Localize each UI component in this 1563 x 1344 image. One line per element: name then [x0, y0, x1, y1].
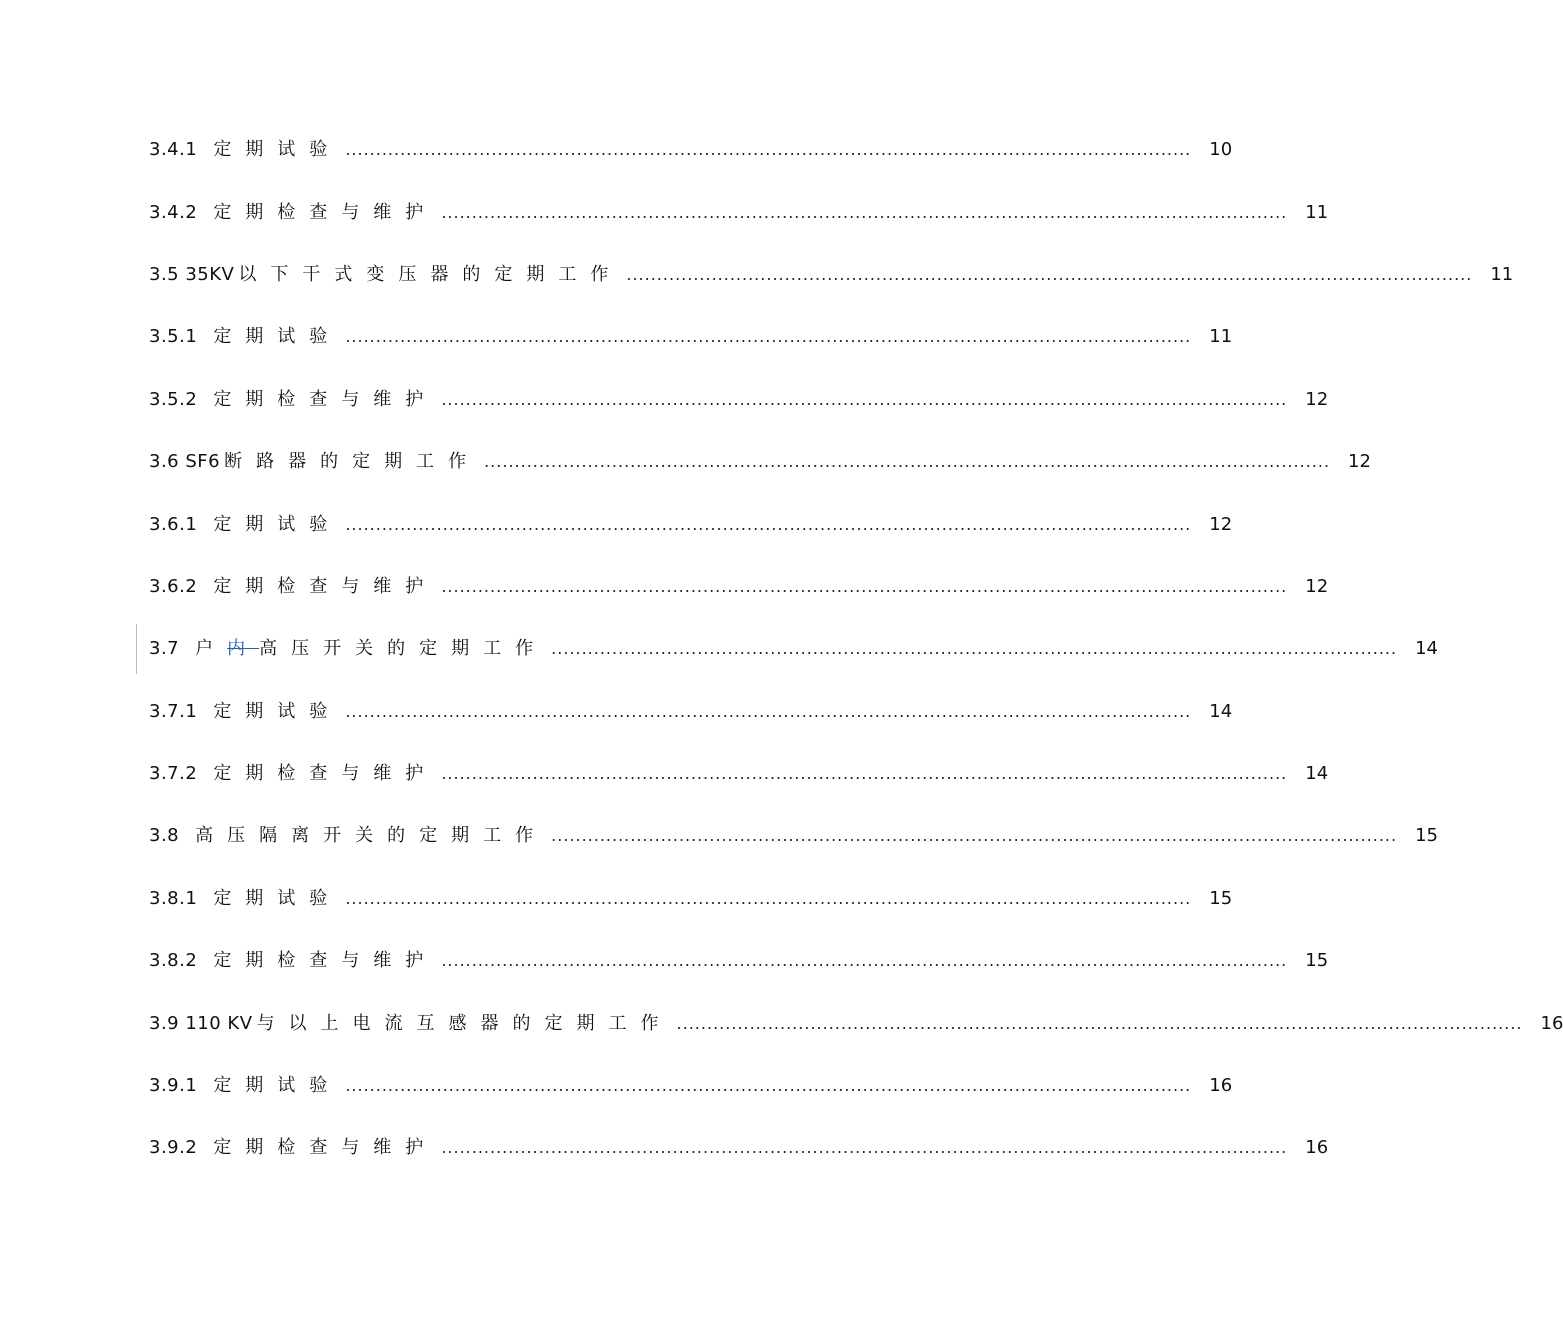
toc-entry-page: 12 — [1209, 513, 1233, 535]
toc-entry-3-4-2[interactable] — [149, 181, 1329, 243]
toc-entry-number: 3.8 — [149, 825, 180, 847]
toc-dot-leader: ........................................................................................................................................... — [345, 140, 1192, 160]
toc-entry-number: 3.9.2 — [149, 1137, 198, 1159]
toc-entry-title: 定期检查与维护 — [213, 950, 438, 972]
toc-entry-number: 3.8.1 — [149, 887, 198, 909]
toc-entry-title: 高压隔离开关的定期工作 — [195, 825, 548, 847]
toc-entry-page: 14 — [1305, 763, 1329, 785]
toc-entry-page: 14 — [1209, 700, 1233, 722]
toc-entry-number: 3.8.2 — [149, 950, 198, 972]
toc-entry-page: 12 — [1305, 575, 1329, 597]
toc-entry-number: 3.4.2 — [149, 201, 198, 223]
toc-entry-title: 定期试验 — [213, 1075, 342, 1097]
toc-entry-number: 3.9.1 — [149, 1075, 198, 1097]
toc-entry-title: 定期试验 — [213, 139, 342, 161]
toc-entry-page: 11 — [1209, 326, 1233, 348]
toc-entry-3-6-2[interactable] — [149, 556, 1329, 618]
toc-dot-leader: ........................................................................................................................................... — [484, 452, 1331, 472]
toc-entry-number: 3.5.2 — [149, 388, 198, 410]
toc-entry-page: 11 — [1305, 201, 1329, 223]
toc-dot-leader: ........................................................................................................................................... — [345, 888, 1192, 908]
toc-entry-number: 3.7.2 — [149, 763, 198, 785]
toc-dot-leader: ........................................................................................................................................... — [676, 1013, 1523, 1033]
toc-dot-leader: ........................................................................................................................................... — [441, 576, 1288, 596]
toc-dot-leader: ........................................................................................................................................... — [551, 639, 1398, 659]
toc-dot-leader: ........................................................................................................................................... — [345, 701, 1192, 721]
toc-entry-number: 3.9 110 KV — [149, 1012, 253, 1034]
toc-entry-number: 3.6.1 — [149, 513, 198, 535]
toc-entry-number: 3.5.1 — [149, 326, 198, 348]
toc-entry-page: 16 — [1305, 1137, 1329, 1159]
toc-entry-number: 3.6 SF6 — [149, 451, 221, 473]
toc-entry-page: 15 — [1209, 887, 1233, 909]
toc-entry-page: 12 — [1305, 388, 1329, 410]
toc-entry-page: 14 — [1415, 638, 1438, 660]
toc-entry-3-9-2[interactable] — [149, 1117, 1329, 1179]
toc-dot-leader: ........................................................................................................................................... — [441, 202, 1288, 222]
toc-entry-3-9-1[interactable] — [149, 1055, 1233, 1117]
toc-entry-3-6[interactable] — [149, 431, 1371, 493]
toc-dot-leader: ........................................................................................................................................... — [345, 1076, 1192, 1096]
toc-entry-title: 断路器的定期工作 — [224, 451, 481, 473]
toc-entry-title-part: 高压开关的定期工作 — [259, 638, 548, 660]
toc-dot-leader: ........................................................................................................................................... — [441, 389, 1288, 409]
toc-entry-title-part: 户 — [195, 638, 228, 660]
toc-entry-title: 定期检查与维护 — [213, 1137, 438, 1159]
toc-entry-number: 3.6.2 — [149, 575, 198, 597]
toc-dot-leader: ........................................................................................................................................... — [441, 764, 1288, 784]
toc-entry-3-6-1[interactable] — [149, 493, 1233, 555]
toc-dot-leader: ........................................................................................................................................... — [345, 514, 1192, 534]
toc-entry-page: 15 — [1305, 950, 1329, 972]
toc-entry-page: 10 — [1209, 139, 1233, 161]
toc-entry-title — [195, 640, 547, 658]
toc-entry-page: 16 — [1209, 1075, 1233, 1097]
table-of-contents — [149, 119, 1563, 1180]
toc-dot-leader: ........................................................................................................................................... — [441, 951, 1288, 971]
toc-entry-3-7-1[interactable] — [149, 681, 1233, 743]
toc-entry-3-7[interactable] — [149, 618, 1438, 680]
toc-entry-3-8-2[interactable] — [149, 930, 1329, 992]
toc-entry-title: 定期试验 — [213, 700, 342, 722]
toc-entry-3-5[interactable] — [149, 244, 1514, 306]
toc-entry-number: 3.7 — [149, 638, 180, 660]
change-bar — [136, 624, 137, 674]
toc-dot-leader: ........................................................................................................................................... — [441, 1138, 1288, 1158]
toc-entry-3-8[interactable] — [149, 805, 1438, 867]
toc-entry-number: 3.7.1 — [149, 700, 198, 722]
toc-entry-title: 定期检查与维护 — [213, 388, 438, 410]
toc-entry-title: 定期试验 — [213, 326, 342, 348]
toc-entry-number: 3.5 35KV — [149, 263, 235, 285]
toc-entry-title: 定期检查与维护 — [213, 201, 438, 223]
toc-entry-page: 11 — [1490, 263, 1514, 285]
toc-entry-title: 定期试验 — [213, 887, 342, 909]
tracked-deletion[interactable]: 内 — [227, 638, 260, 660]
toc-entry-3-4-1[interactable] — [149, 119, 1233, 181]
toc-entry-3-7-2[interactable] — [149, 743, 1329, 805]
toc-entry-3-9[interactable] — [149, 992, 1563, 1054]
toc-dot-leader: ........................................................................................................................................... — [345, 327, 1192, 347]
toc-entry-3-8-1[interactable] — [149, 868, 1233, 930]
toc-dot-leader: ........................................................................................................................................... — [626, 264, 1473, 284]
toc-entry-title: 以下干式变压器的定期工作 — [238, 263, 623, 285]
toc-entry-number: 3.4.1 — [149, 139, 198, 161]
toc-dot-leader: ........................................................................................................................................... — [551, 826, 1398, 846]
toc-entry-title: 定期检查与维护 — [213, 763, 438, 785]
toc-entry-title: 定期检查与维护 — [213, 575, 438, 597]
toc-entry-3-5-1[interactable] — [149, 306, 1233, 368]
toc-entry-page: 12 — [1348, 451, 1371, 473]
toc-entry-title: 与以上电流互感器的定期工作 — [256, 1012, 673, 1034]
toc-entry-title: 定期试验 — [213, 513, 342, 535]
toc-entry-page: 15 — [1415, 825, 1438, 847]
toc-entry-3-5-2[interactable] — [149, 369, 1329, 431]
toc-entry-page: 16 — [1540, 1012, 1563, 1034]
